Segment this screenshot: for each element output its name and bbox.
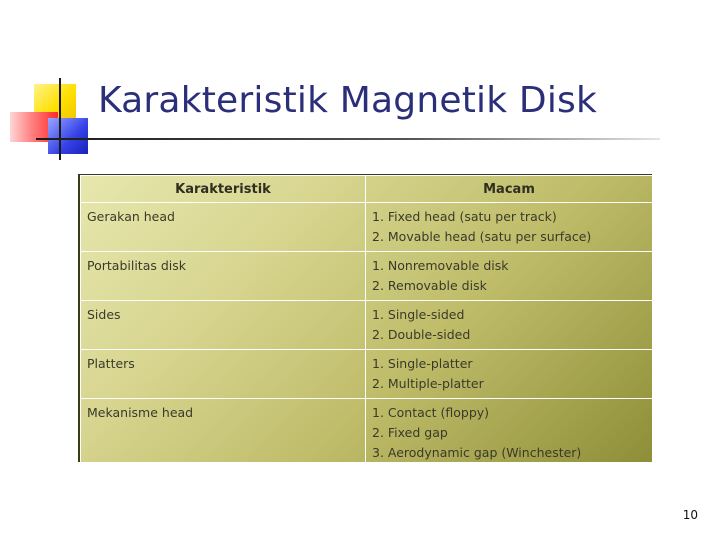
characteristic-cell: Gerakan head (81, 203, 366, 252)
characteristic-cell: Portabilitas disk (81, 252, 366, 301)
characteristic-cell: Platters (81, 350, 366, 399)
characteristics-table-container (78, 174, 652, 462)
option-item: 1. Contact (floppy) (372, 405, 490, 420)
option-item: 1. Single-sided (372, 307, 465, 322)
option-item: 2. Removable disk (372, 278, 487, 293)
table-row (81, 252, 653, 301)
table-row (81, 350, 653, 399)
header-macam: Macam (366, 176, 653, 203)
option-item: 3. Aerodynamic gap (Winchester) (372, 445, 582, 460)
option-item: 2. Double-sided (372, 327, 471, 342)
option-item: 2. Multiple-platter (372, 376, 484, 391)
option-item: 1. Nonremovable disk (372, 258, 509, 273)
logo-vertical-line (59, 78, 61, 160)
option-item: 1. Fixed head (satu per track) (372, 209, 557, 224)
characteristic-cell: Mekanisme head (81, 399, 366, 463)
page-title: Karakteristik Magnetik Disk (98, 80, 598, 121)
title-underline (36, 138, 660, 140)
options-cell (366, 301, 653, 350)
logo-blue-square (48, 118, 88, 154)
options-cell (366, 203, 653, 252)
header-karakteristik: Karakteristik (81, 176, 366, 203)
option-item: 2. Fixed gap (372, 425, 448, 440)
table-row (81, 399, 653, 463)
options-cell (366, 252, 653, 301)
option-item: 1. Single-platter (372, 356, 473, 371)
table-row (81, 203, 653, 252)
option-item: 2. Movable head (satu per surface) (372, 229, 592, 244)
options-cell (366, 399, 653, 463)
characteristics-table (80, 175, 652, 462)
table-row (81, 301, 653, 350)
table-header-row (81, 176, 653, 203)
options-cell (366, 350, 653, 399)
characteristic-cell: Sides (81, 301, 366, 350)
page-number: 10 (682, 508, 698, 522)
